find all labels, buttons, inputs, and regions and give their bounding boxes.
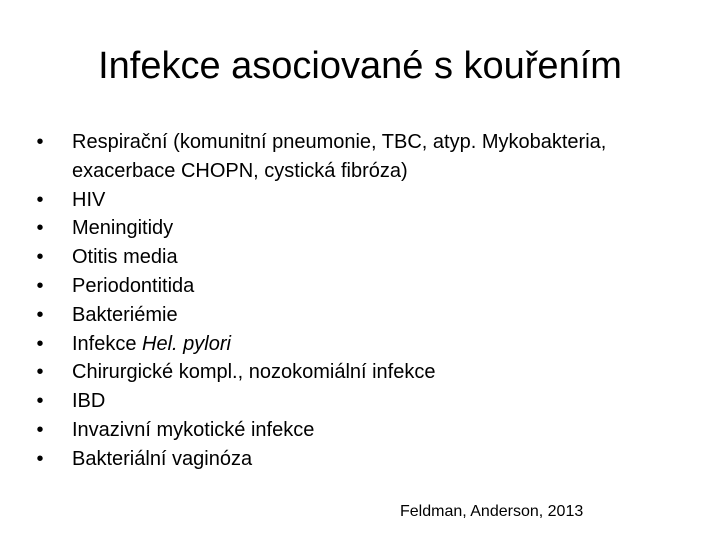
bullet-text: HIV xyxy=(72,188,106,211)
citation: Feldman, Anderson, 2013 xyxy=(400,503,584,520)
bullet-icon: • xyxy=(36,418,44,441)
bullet-icon: • xyxy=(36,361,44,384)
bullet-icon: • xyxy=(36,447,44,470)
bullet-text: Otitis media xyxy=(72,246,178,269)
bullet-text: Chirurgické kompl., nozokomiální infekce xyxy=(72,361,436,384)
list-item xyxy=(30,445,690,474)
bullet-text: Bakteriální vaginóza xyxy=(72,447,253,470)
bullet-text: Bakteriémie xyxy=(72,303,178,326)
bullet-text: Invazivní mykotické infekce xyxy=(72,418,315,441)
bullet-icon: • xyxy=(36,390,44,413)
list-item xyxy=(30,186,690,215)
bullet-icon: • xyxy=(36,303,44,326)
list-item xyxy=(30,358,690,387)
bullet-list xyxy=(30,128,690,474)
list-item xyxy=(30,272,690,301)
bullet-text: Meningitidy xyxy=(72,217,174,240)
bullet-text: Respirační (komunitní pneumonie, TBC, atyp. Mykobakteria, exacerbace CHOPN, cystická fibróza) xyxy=(72,131,607,182)
list-item xyxy=(30,214,690,243)
bullet-text-prefix: Infekce xyxy=(72,332,143,355)
bullet-icon: • xyxy=(36,188,44,211)
bullet-text: Periodontitida xyxy=(72,274,195,297)
list-item xyxy=(30,128,690,186)
bullet-icon: • xyxy=(36,246,44,269)
bullet-icon: • xyxy=(36,217,44,240)
list-item xyxy=(30,330,690,359)
bullet-icon: • xyxy=(36,332,44,355)
bullet-text: IBD xyxy=(72,390,106,413)
bullet-icon: • xyxy=(36,131,44,153)
bullet-text-italic: Hel. pylori xyxy=(142,332,231,355)
list-item xyxy=(30,416,690,445)
list-item xyxy=(30,387,690,416)
list-item xyxy=(30,243,690,272)
list-item xyxy=(30,301,690,330)
bullet-icon: • xyxy=(36,274,44,297)
slide-title: Infekce asociované s kouřením xyxy=(98,45,622,87)
